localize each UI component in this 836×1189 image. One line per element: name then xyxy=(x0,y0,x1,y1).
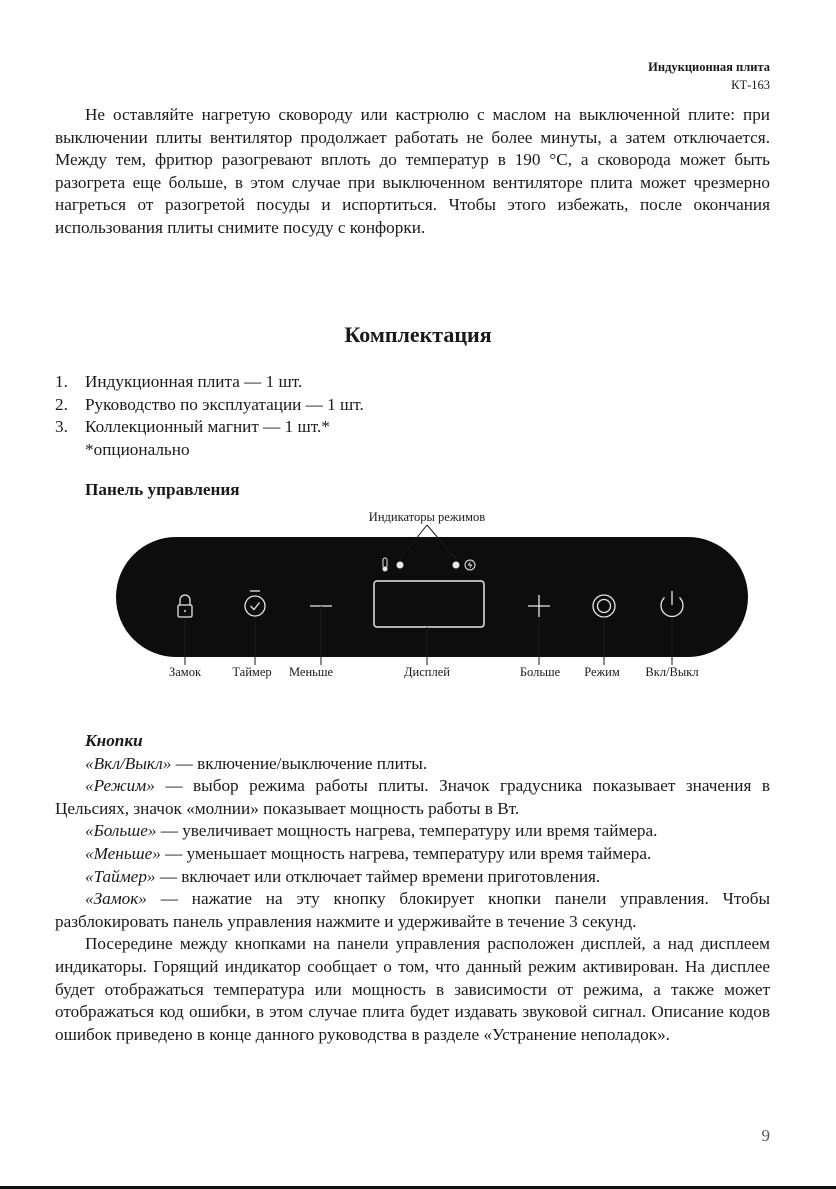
button-name: «Таймер» xyxy=(85,866,156,886)
control-panel-diagram xyxy=(0,505,836,685)
buttons-title: Кнопки xyxy=(85,731,143,750)
button-name: «Замок» xyxy=(85,889,147,909)
list-item xyxy=(55,371,364,394)
button-name: «Вкл/Выкл» xyxy=(85,753,172,773)
list-item xyxy=(55,394,364,417)
display-label: Дисплей xyxy=(404,665,450,679)
intro-paragraph xyxy=(55,104,770,240)
control-panel-figure xyxy=(0,505,836,685)
list-item-text: Руководство по эксплуатации — 1 шт. xyxy=(85,394,364,414)
lock-label: Замок xyxy=(168,665,202,679)
button-desc-text: — нажатие на эту кнопку блокирует кнопки панели управления. Чтобы разблокировать панель управления нажмите и удерживайте в течение 3 секунд. xyxy=(55,889,770,931)
button-desc xyxy=(55,843,770,866)
button-name: «Больше» xyxy=(85,821,157,841)
button-desc-text: — включение/выключение плиты. xyxy=(171,753,428,773)
list-item xyxy=(55,416,364,439)
button-desc-text: — уменьшает мощность нагрева, температуру или время таймера. xyxy=(160,843,652,863)
button-desc xyxy=(55,888,770,933)
panel-body xyxy=(116,537,748,657)
onoff-label: Вкл/Выкл xyxy=(645,665,699,679)
section-title: Комплектация xyxy=(344,322,492,347)
panel-title: Панель управления xyxy=(85,480,240,499)
less-label: Меньше xyxy=(288,665,334,679)
display-description: Посередине между кнопками на панели управления расположен дисплей, а над дисплеем индикаторы. Горящий индикатор сообщает о том, что данный режим активирован. На дисплее будет отображаться температура или мощность в зависимости от режима, а также может отображаться код ошибки, в этом случае плита будет издавать звуковой сигнал. Описание кодов ошибок приведено в конце данного руководства в разделе «Устранение неполадок». xyxy=(55,934,770,1044)
button-desc xyxy=(55,775,770,820)
running-header xyxy=(648,58,770,94)
list-item-text: Индукционная плита — 1 шт. xyxy=(85,372,303,391)
list-item-number: 3. xyxy=(55,417,68,437)
header-title: Индукционная плита xyxy=(648,60,770,74)
button-desc xyxy=(55,866,770,889)
power-indicator-led xyxy=(453,562,460,569)
list-item-text: Коллекционный магнит — 1 шт.* xyxy=(85,417,330,437)
intro-text: Не оставляйте нагретую сковороду или кастрюлю с маслом на выключенной плите: при выключении плиты вентилятор продолжает работать не более минуты, а затем отключается. Между тем, фритюр разогревают вплоть до температур в 190 °C, а сковорода может быть разогрета еще больше, в этом случае при выключенном вентиляторе плита может чрезмерно нагреться от разогретой посуды и испортиться. Чтобы этого избежать, после окончания использования плиты снимите посуду с конфорки. xyxy=(55,105,770,237)
button-desc xyxy=(55,753,770,776)
button-desc-text: — увеличивает мощность нагрева, температуру или время таймера. xyxy=(156,821,658,841)
list-item-number: 1. xyxy=(55,372,68,391)
buttons-description xyxy=(55,730,770,1046)
button-desc xyxy=(55,820,770,843)
mode-label: Режим xyxy=(584,665,620,679)
more-label: Больше xyxy=(519,665,561,679)
button-desc-text: — выбор режима работы плиты. Значок градусника показывает значения в Цельсиях, значок «молнии» показывает мощность работы в Вт. xyxy=(55,776,770,818)
temperature-indicator-led xyxy=(397,562,404,569)
contents-list xyxy=(55,371,364,461)
button-name: «Режим» xyxy=(85,776,155,796)
page-number: 9 xyxy=(761,1126,770,1145)
header-model: КТ-163 xyxy=(731,78,770,92)
optional-note: *опционально xyxy=(85,439,190,459)
button-name: «Меньше» xyxy=(85,843,161,863)
indicators-label: Индикаторы режимов xyxy=(368,510,486,524)
button-desc-text: — включает или отключает таймер времени приготовления. xyxy=(155,866,601,886)
timer-label: Таймер xyxy=(232,665,272,679)
list-item-number: 2. xyxy=(55,394,68,414)
